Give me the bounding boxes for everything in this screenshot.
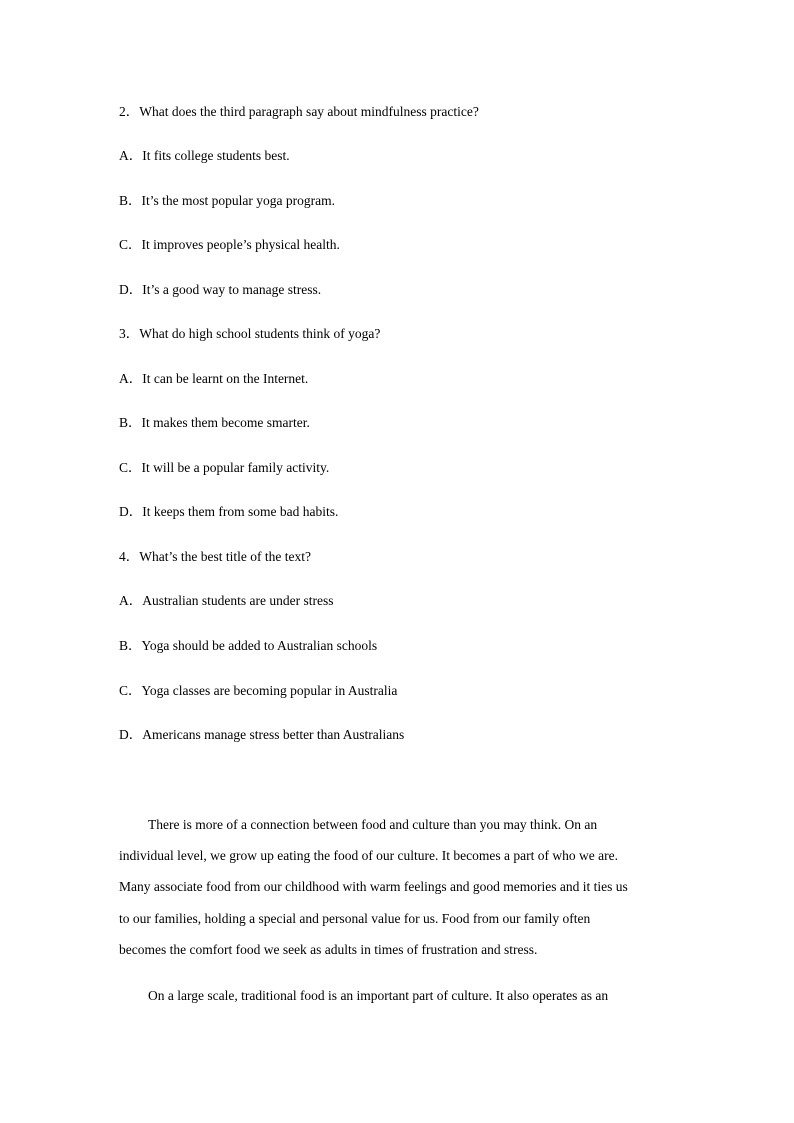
question-4-option-c: C．Yoga classes are becoming popular in Australia — [119, 683, 398, 698]
question-2-option-a: A．It fits college students best. — [119, 148, 290, 163]
question-2-option-c: C．It improves people’s physical health. — [119, 237, 340, 252]
question-4-stem: 4．What’s the best title of the text? — [119, 549, 311, 564]
question-4-option-b: B．Yoga should be added to Australian schools — [119, 638, 378, 653]
question-3-option-c: C．It will be a popular family activity. — [119, 460, 330, 475]
question-4-option-a: A．Australian students are under stress — [119, 593, 334, 608]
question-2-option-d: D．It’s a good way to manage stress. — [119, 282, 322, 297]
question-4-option-d: D．Americans manage stress better than Australians — [119, 727, 405, 742]
question-3-option-d: D．It keeps them from some bad habits. — [119, 504, 339, 519]
question-2-option-b: B．It’s the most popular yoga program. — [119, 193, 335, 208]
passage-paragraph-2: On a large scale, traditional food is an important part of culture. It also operates as an — [148, 988, 609, 1003]
question-3-stem: 3．What do high school students think of yoga? — [119, 326, 381, 341]
question-3-option-a: A．It can be learnt on the Internet. — [119, 371, 309, 386]
question-3-option-b: B．It makes them become smarter. — [119, 415, 310, 430]
question-2-stem: 2．What does the third paragraph say about mindfulness practice? — [119, 104, 479, 119]
passage-paragraph-1: There is more of a connection between food and culture than you may think. On an individual level, we grow up eating the food of our culture. It becomes a part of who we are. Many associate food from our childhood with warm feelings and good memories and it ties us to our families, holding a special and personal value for us. Food from our family often becomes the comfort food we seek as adults in times of frustration and stress. — [119, 817, 628, 957]
